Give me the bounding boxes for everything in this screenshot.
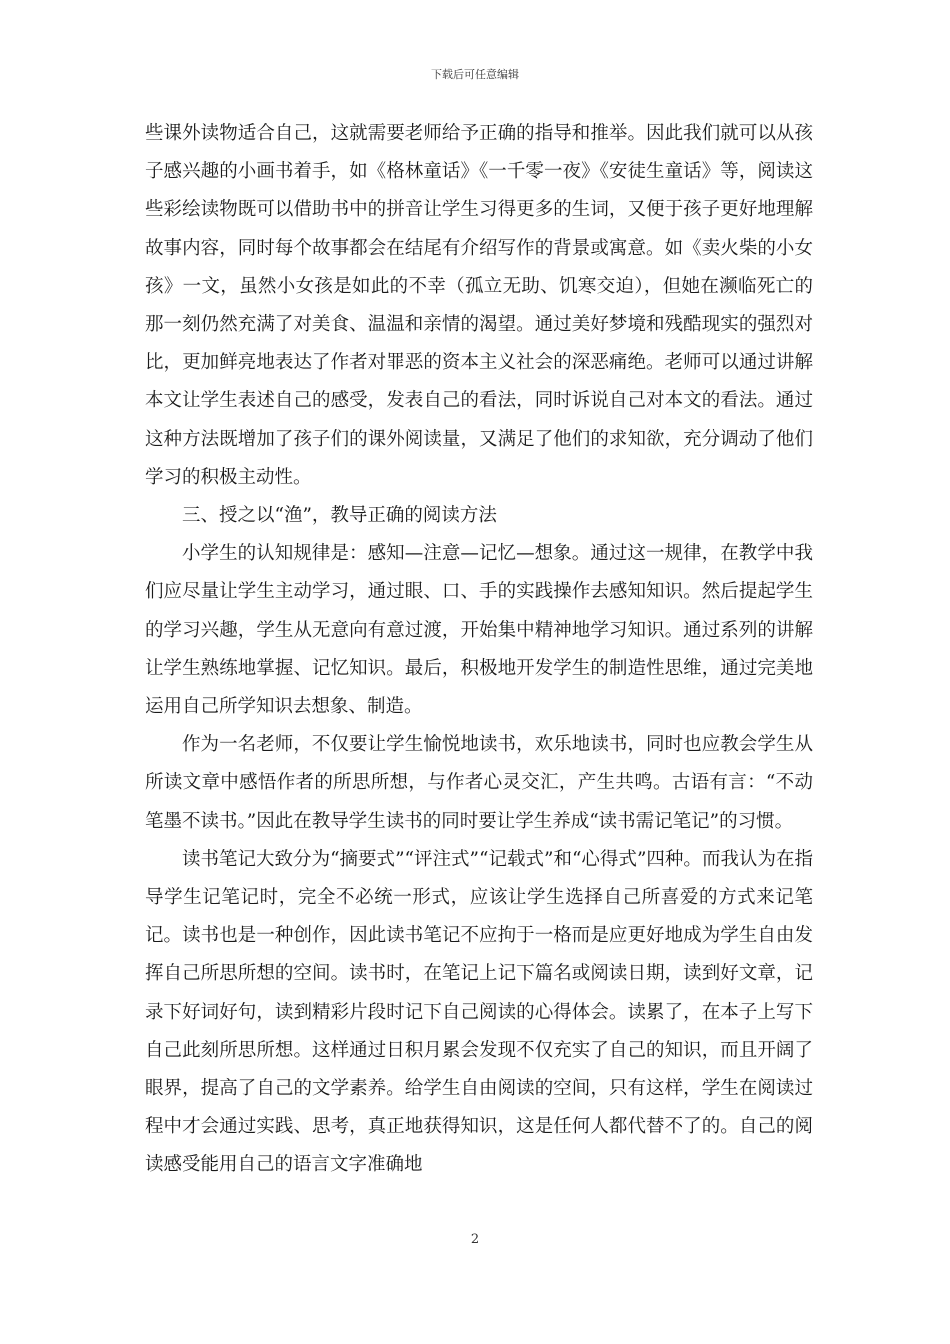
paragraph: 作为一名老师，不仅要让学生愉悦地读书，欢乐地读书，同时也应教会学生从所读文章中感悟作者的所思所想，与作者心灵交汇，产生共鸣。古语有言：“不动笔墨不读书。”因此在教导学生读书的同时要让学生养成“读书需记笔记”的习惯。 <box>145 734 813 832</box>
section-heading: 三、授之以“渔”，教导正确的阅读方法 <box>182 505 497 527</box>
page-number: 2 <box>470 1232 480 1247</box>
page-header: 下载后可任意编辑 <box>431 68 519 81</box>
paragraph: 读书笔记大致分为“摘要式”“评注式”“记载式”和“心得式”四种。而我认为在指导学生记笔记时，完全不必统一形式，应该让学生选择自己所喜爱的方式来记笔记。读书也是一种创作，因此读书笔记不应拘于一格而是应更好地成为学生自由发挥自己所思所想的空间。读书时，在笔记上记下篇名或阅读日期，读到好文章，记录下好词好句，读到精彩片段时记下自己阅读的心得体会。读累了，在本子上写下自己此刻所思所想。这样通过日积月累会发现不仅充实了自己的知识，而且开阔了眼界，提高了自己的文学素养。给学生自由阅读的空间，只有这样，学生在阅读过程中才会通过实践、思考，真正地获得知识，这是任何人都代替不了的。自己的阅读感受能用自己的语言文字准确地 <box>145 848 813 1176</box>
paragraph: 小学生的认知规律是：感知—注意—记忆—想象。通过这一规律，在教学中我们应尽量让学生主动学习，通过眼、口、手的实践操作去感知知识。然后提起学生的学习兴趣，学生从无意向有意过渡，开始集中精神地学习知识。通过系列的讲解让学生熟练地掌握、记忆知识。最后，积极地开发学生的制造性思维，通过完美地运用自己所学知识去想象、制造。 <box>145 543 813 718</box>
paragraph-continued: 些课外读物适合自己，这就需要老师给予正确的指导和推举。因此我们就可以从孩子感兴趣的小画书着手，如《格林童话》《一千零一夜》《安徒生童话》等，阅读这些彩绘读物既可以借助书中的拼音让学生习得更多的生词，又便于孩子更好地理解故事内容，同时每个故事都会在结尾有介绍写作的背景或寓意。如《卖火柴的小女孩》一文，虽然小女孩是如此的不幸（孤立无助、饥寒交迫），但她在濒临死亡的那一刻仍然充满了对美食、温温和亲情的渴望。通过美好梦境和残酷现实的强烈对比，更加鲜亮地表达了作者对罪恶的资本主义社会的深恶痛绝。老师可以通过讲解本文让学生表述自己的感受，发表自己的看法，同时诉说自己对本文的看法。通过这种方法既增加了孩子们的课外阅读量，又满足了他们的求知欲，充分调动了他们学习的积极主动性。 <box>145 123 813 488</box>
document-body <box>145 115 813 1185</box>
